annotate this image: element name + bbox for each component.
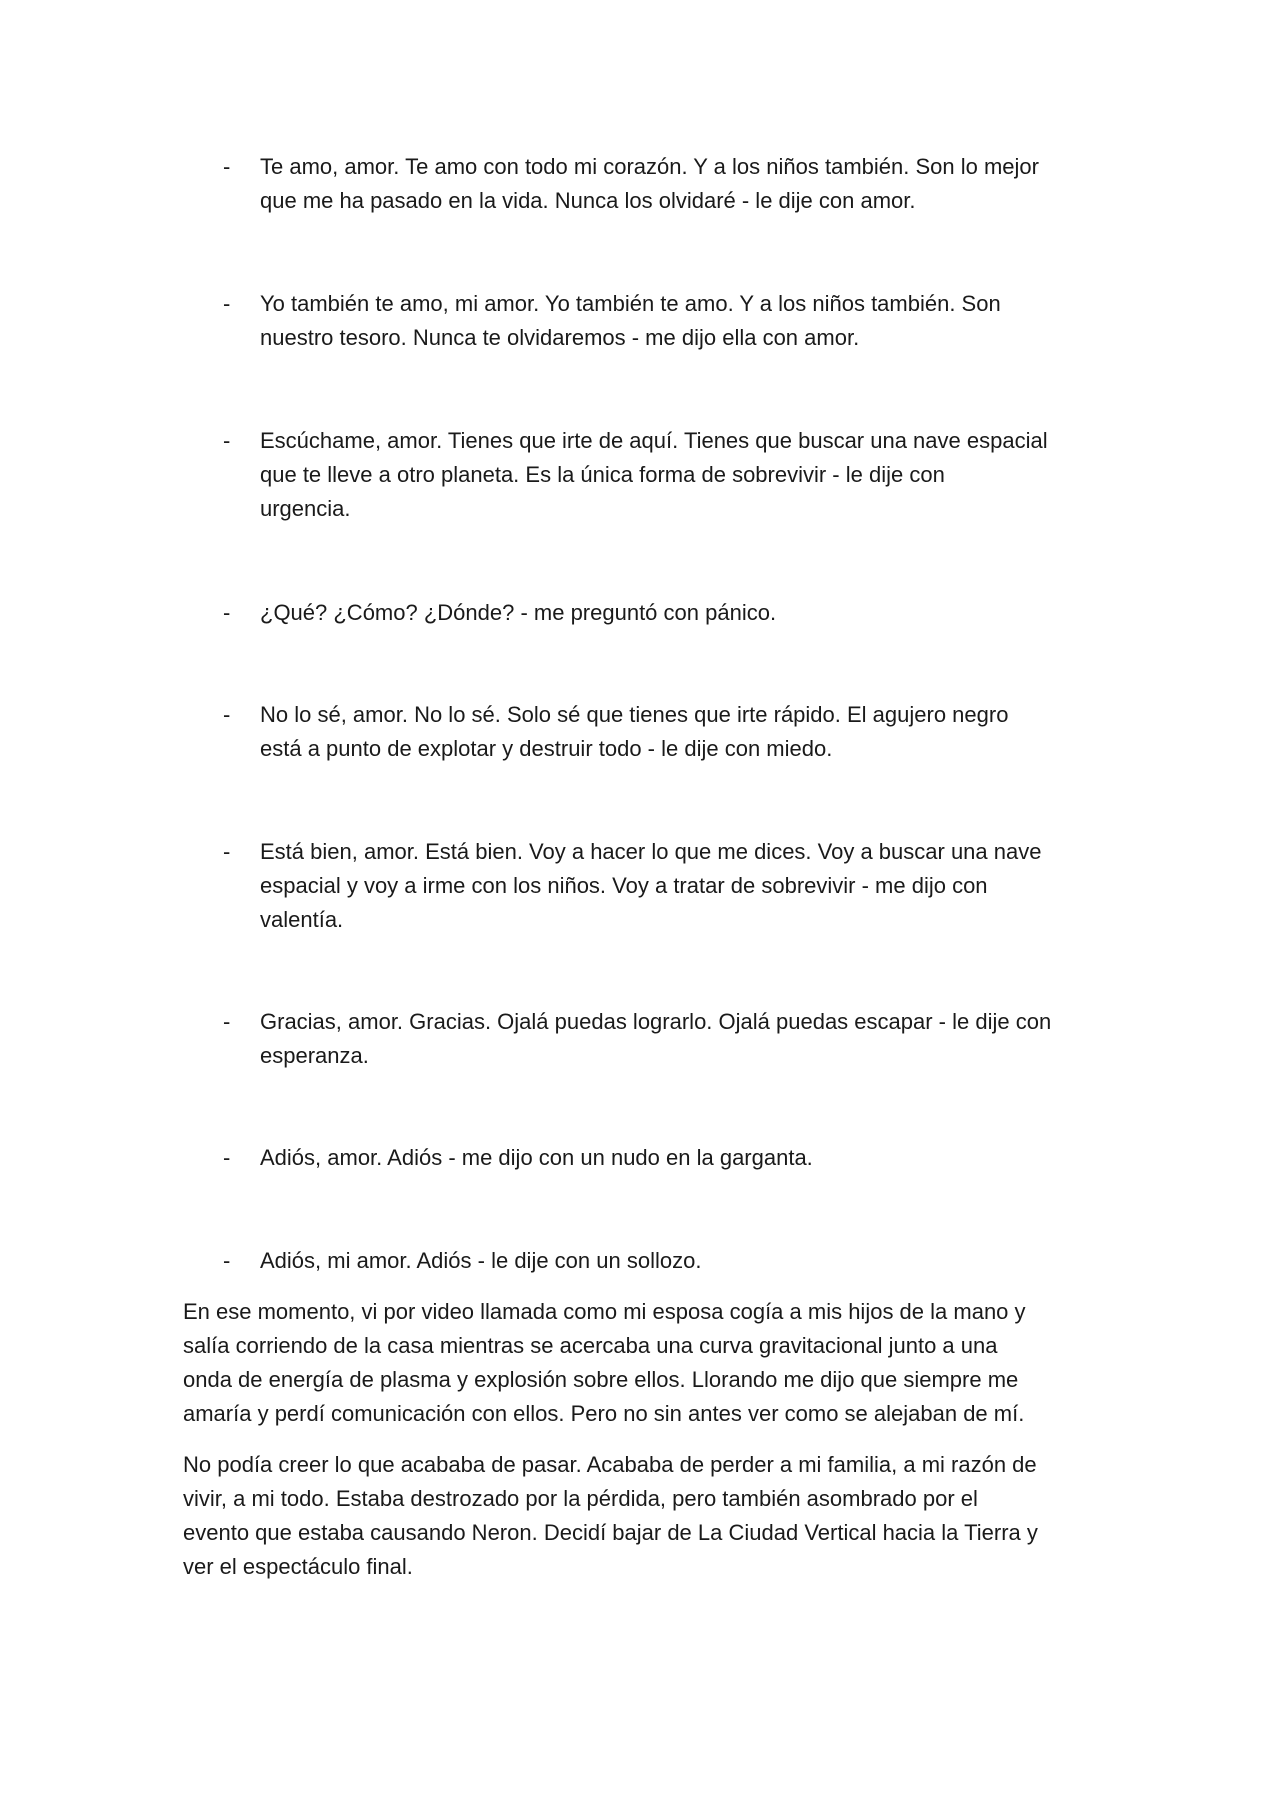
- text-line: valentía.: [260, 907, 344, 932]
- text-line: que te lleve a otro planeta. Es la única forma de sobrevivir - le dije con: [260, 462, 945, 487]
- text-line: nuestro tesoro. Nunca te olvidaremos - me dijo ella con amor.: [260, 325, 860, 350]
- dialogue-dash: -: [223, 291, 231, 316]
- dialogue-dash: -: [223, 702, 231, 727]
- text-line: amaría y perdí comunicación con ellos. Pero no sin antes ver como se alejaban de mí.: [183, 1401, 1025, 1426]
- text-line: Yo también te amo, mi amor. Yo también te amo. Y a los niños también. Son: [260, 291, 1001, 316]
- dialogue-text: [260, 698, 1100, 766]
- text-line: espacial y voy a irme con los niños. Voy a tratar de sobrevivir - me dijo con: [260, 873, 988, 898]
- text-line: No podía creer lo que acababa de pasar. Acababa de perder a mi familia, a mi razón de: [183, 1452, 1037, 1477]
- dialogue-dash: -: [223, 839, 231, 864]
- dialogue-text: [260, 150, 1100, 218]
- text-line: urgencia.: [260, 496, 351, 521]
- dialogue-dash: -: [223, 154, 231, 179]
- text-line: onda de energía de plasma y explosión sobre ellos. Llorando me dijo que siempre me: [183, 1367, 1019, 1392]
- dialogue-text: [260, 1244, 1100, 1278]
- text-line: Adiós, amor. Adiós - me dijo con un nudo en la garganta.: [260, 1145, 813, 1170]
- text-line: salía corriendo de la casa mientras se acercaba una curva gravitacional junto a una: [183, 1333, 998, 1358]
- text-line: vivir, a mi todo. Estaba destrozado por la pérdida, pero también asombrado por el: [183, 1486, 978, 1511]
- text-line: evento que estaba causando Neron. Decidí bajar de La Ciudad Vertical hacia la Tierra y: [183, 1520, 1038, 1545]
- dialogue-text: [260, 596, 1100, 630]
- text-line: Gracias, amor. Gracias. Ojalá puedas lograrlo. Ojalá puedas escapar - le dije con: [260, 1009, 1052, 1034]
- dialogue-dash: -: [223, 1248, 231, 1273]
- text-line: Te amo, amor. Te amo con todo mi corazón. Y a los niños también. Son lo mejor: [260, 154, 1039, 179]
- text-line: que me ha pasado en la vida. Nunca los olvidaré - le dije con amor.: [260, 188, 916, 213]
- text-line: Escúchame, amor. Tienes que irte de aquí. Tienes que buscar una nave espacial: [260, 428, 1048, 453]
- dialogue-text: [260, 835, 1100, 937]
- dialogue-text: [260, 287, 1100, 355]
- text-line: ver el espectáculo final.: [183, 1554, 413, 1579]
- dialogue-text: [260, 1005, 1100, 1073]
- text-line: En ese momento, vi por video llamada como mi esposa cogía a mis hijos de la mano y: [183, 1299, 1026, 1324]
- text-line: No lo sé, amor. No lo sé. Solo sé que tienes que irte rápido. El agujero negro: [260, 702, 1009, 727]
- text-line: está a punto de explotar y destruir todo - le dije con miedo.: [260, 736, 833, 761]
- narrative-paragraph: [183, 1448, 1103, 1584]
- dialogue-dash: -: [223, 1145, 231, 1170]
- dialogue-text: [260, 1141, 1100, 1175]
- text-line: Está bien, amor. Está bien. Voy a hacer lo que me dices. Voy a buscar una nave: [260, 839, 1042, 864]
- dialogue-dash: -: [223, 428, 231, 453]
- dialogue-dash: -: [223, 1009, 231, 1034]
- text-line: Adiós, mi amor. Adiós - le dije con un sollozo.: [260, 1248, 702, 1273]
- text-line: esperanza.: [260, 1043, 369, 1068]
- dialogue-dash: -: [223, 600, 231, 625]
- narrative-paragraph: [183, 1295, 1103, 1431]
- dialogue-text: [260, 424, 1100, 526]
- text-line: ¿Qué? ¿Cómo? ¿Dónde? - me preguntó con pánico.: [260, 600, 777, 625]
